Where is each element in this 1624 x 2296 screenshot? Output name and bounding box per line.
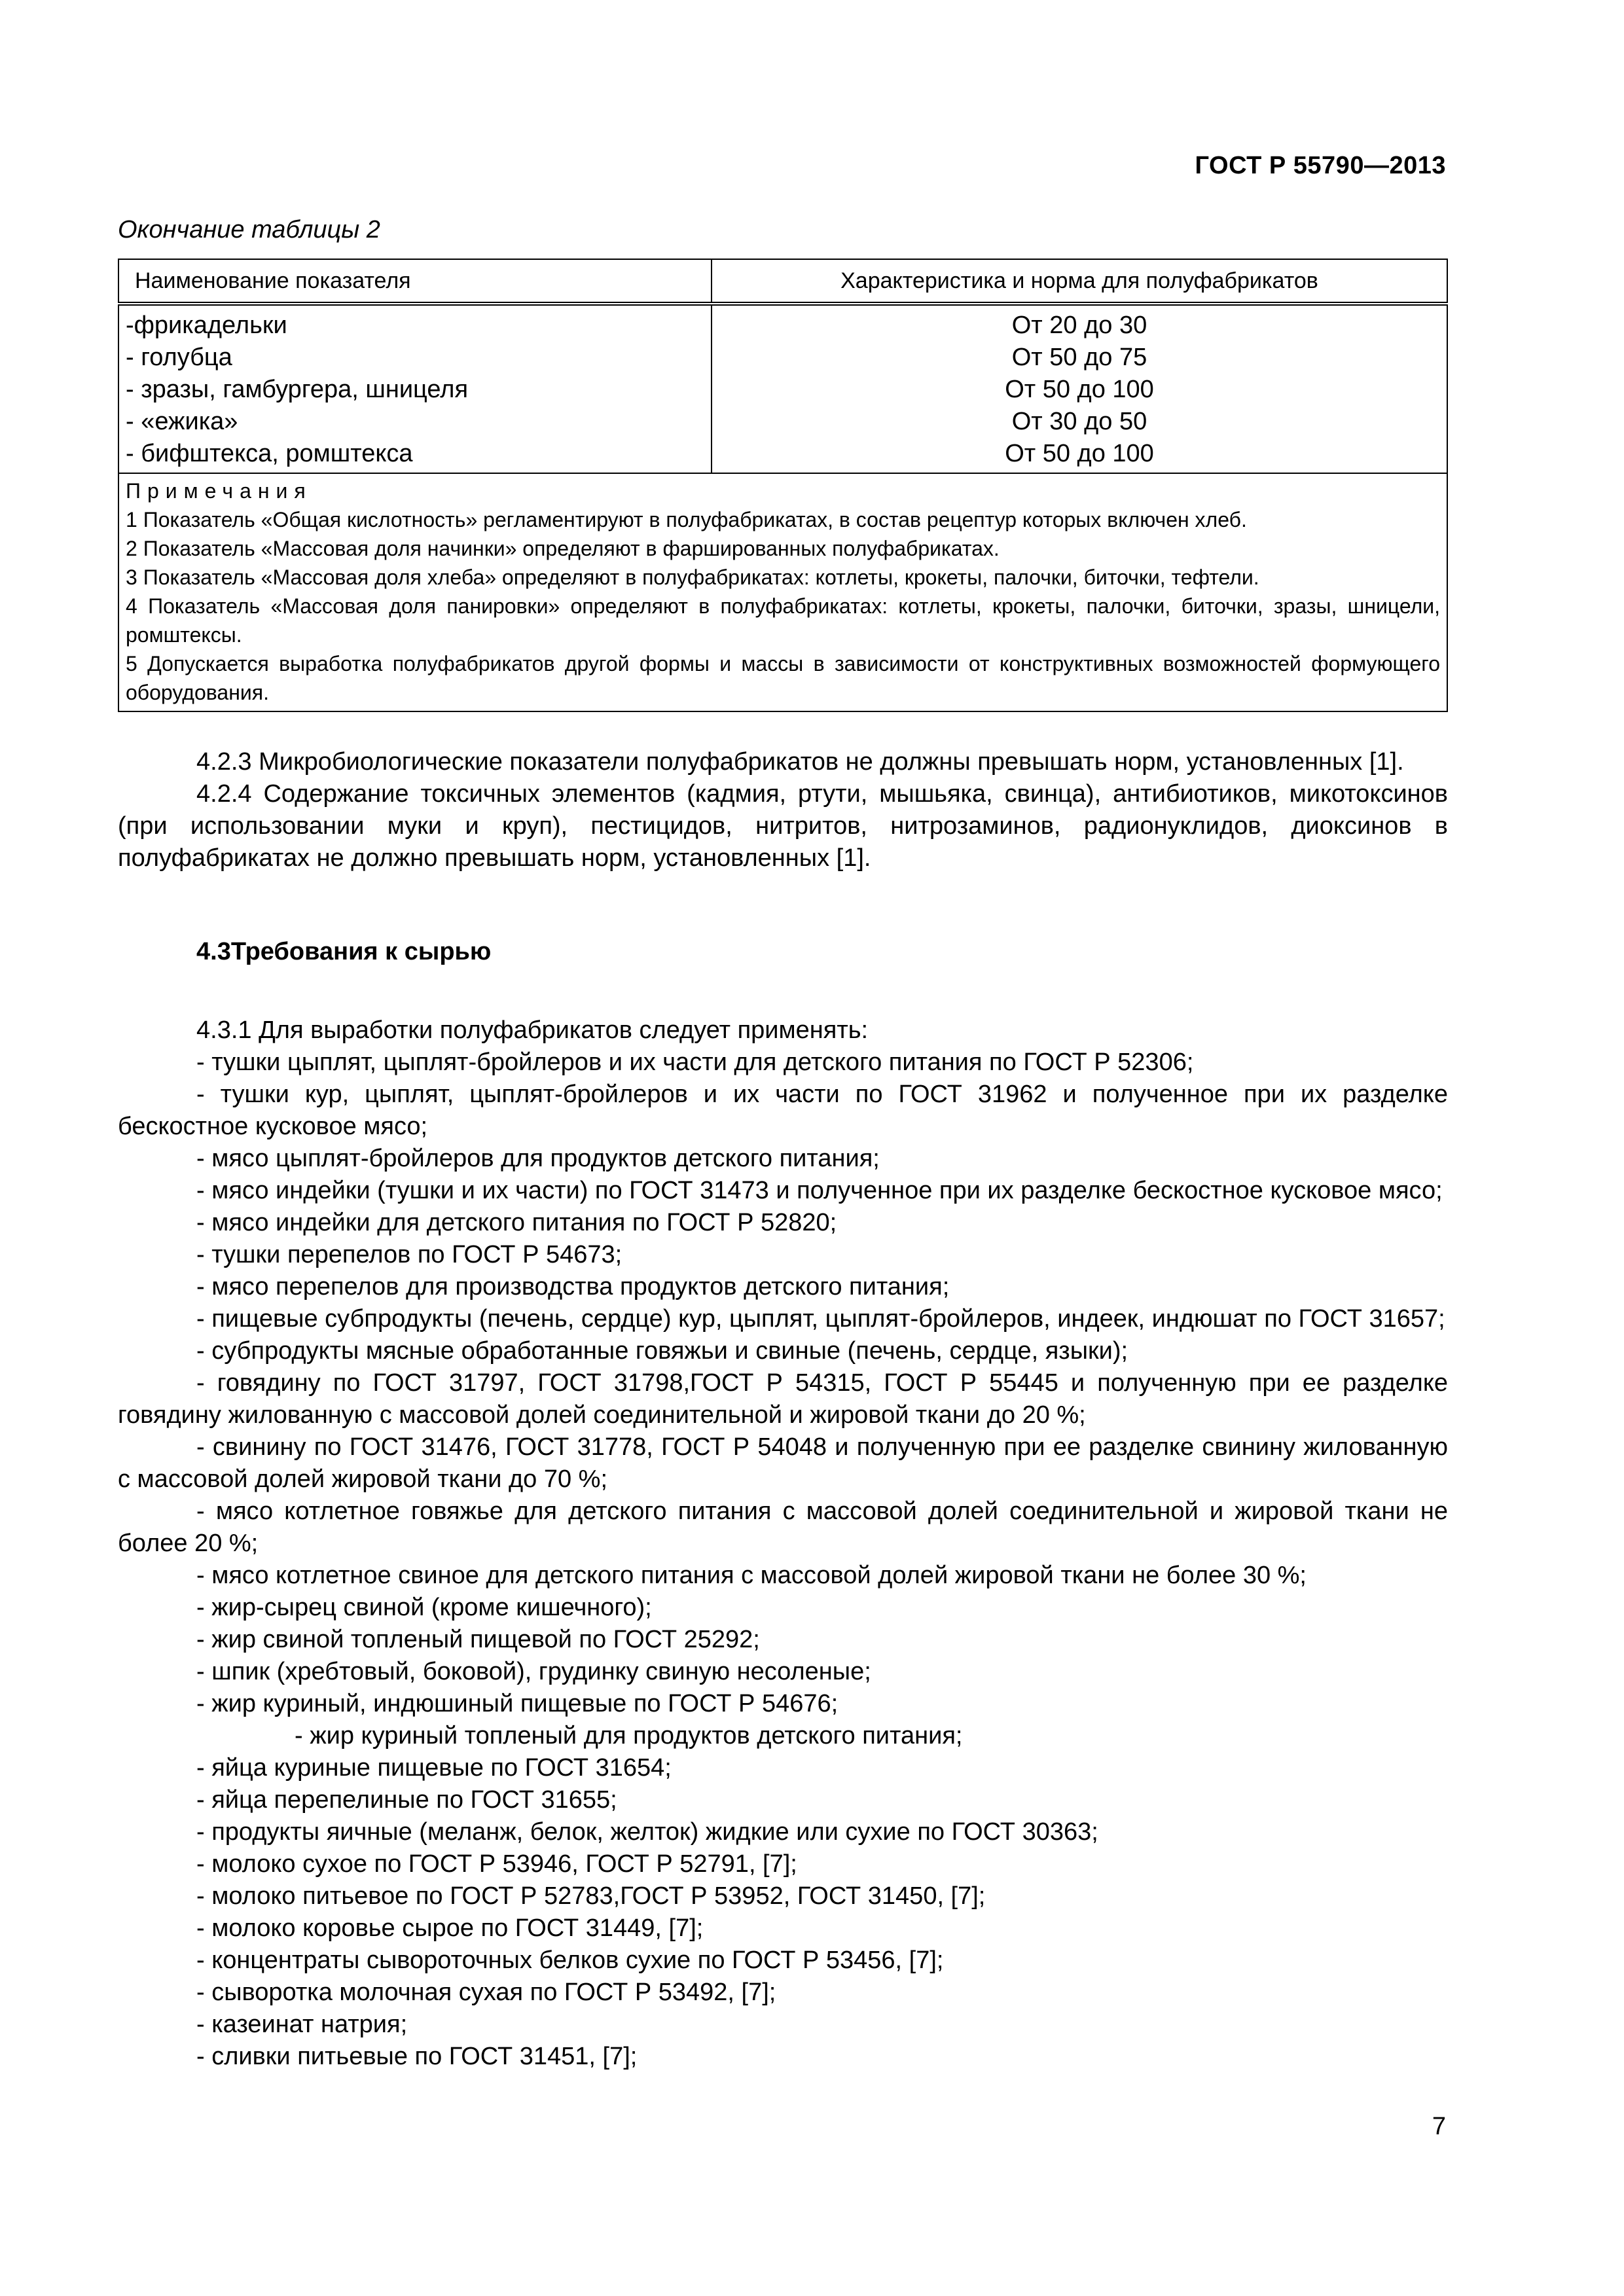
section-4-3	[118, 936, 1448, 968]
spec-table	[118, 259, 1448, 712]
section-4-2-paragraphs	[118, 746, 1448, 874]
note-item: 4 Показатель «Массовая доля панировки» определяют в полуфабрикатах: котлеты, крокеты, палочки, биточки, зразы, шницели, ромштексы.	[126, 594, 1440, 647]
list-item: - жир куриный топленый для продуктов детского питания;	[295, 1722, 963, 1749]
paragraph-4-2-3: 4.2.3 Микробиологические показатели полуфабрикатов не должны превышать норм, установленных [1].	[196, 748, 1404, 776]
raw-materials-list	[118, 1014, 1448, 2073]
column-header-norm: Характеристика и норма для полуфабрикатов	[712, 259, 1447, 304]
list-item: - свинину по ГОСТ 31476, ГОСТ 31778, ГОСТ Р 54048 и полученную при ее разделке свинину жилованную с массовой долей жировой ткани до 70 %;	[118, 1433, 1448, 1493]
paragraph-4-2-4: 4.2.4 Содержание токсичных элементов (кадмия, ртути, мышьяка, свинца), антибиотиков, микотоксинов (при использовании муки и круп), пестицидов, нитритов, нитрозаминов, радионуклидов, диоксинов в полуфабрикатах не должно превышать норм, установленных [1].	[118, 780, 1448, 872]
list-item: От 50 до 100	[1005, 376, 1154, 403]
note-item: 5 Допускается выработка полуфабрикатов другой формы и массы в зависимости от конструктивных возможностей формующего оборудования.	[126, 652, 1440, 704]
list-item: - говядину по ГОСТ 31797, ГОСТ 31798,ГОСТ Р 54315, ГОСТ Р 55445 и полученную при ее разделке говядину жилованную с массовой долей соединительной и жировой ткани до 20 %;	[118, 1369, 1448, 1429]
list-item: - молоко коровье сырое по ГОСТ 31449, [7];	[196, 1914, 704, 1942]
list-item: - сливки питьевые по ГОСТ 31451, [7];	[196, 2043, 638, 2070]
table-notes-row	[118, 473, 1447, 711]
list-item: - субпродукты мясные обработанные говяжьи и свиные (печень, сердце, языки);	[196, 1337, 1128, 1365]
list-item: - жир-сырец свиной (кроме кишечного);	[196, 1594, 652, 1621]
norm-list	[712, 304, 1447, 473]
list-item: - тушки перепелов по ГОСТ Р 54673;	[196, 1241, 623, 1268]
table-caption: Окончание таблицы 2	[118, 216, 380, 243]
list-item: - мясо котлетное свиное для детского питания с массовой долей жировой ткани не более 30 %;	[196, 1562, 1307, 1589]
list-item: - голубца	[126, 344, 232, 371]
list-item: - мясо индейки для детского питания по ГОСТ Р 52820;	[196, 1209, 837, 1236]
list-item: - тушки цыплят, цыплят-бройлеров и их части для детского питания по ГОСТ Р 52306;	[196, 1049, 1194, 1076]
list-item: От 50 до 75	[1011, 344, 1147, 371]
list-item: - жир свиной топленый пищевой по ГОСТ 25292;	[196, 1626, 760, 1653]
document-code: ГОСТ Р 55790—2013	[1195, 152, 1446, 179]
list-item: - сыворотка молочная сухая по ГОСТ Р 53492, [7];	[196, 1979, 776, 2006]
list-item: - концентраты сывороточных белков сухие по ГОСТ Р 53456, [7];	[196, 1946, 944, 1974]
list-item: - мясо цыплят-бройлеров для продуктов детского питания;	[196, 1145, 880, 1172]
column-header-indicator: Наименование показателя	[118, 259, 712, 304]
list-item: - мясо котлетное говяжье для детского питания с массовой долей соединительной и жировой ткани не более 20 %;	[118, 1498, 1448, 1557]
list-item: - казеинат натрия;	[196, 2011, 408, 2038]
list-item: - молоко питьевое по ГОСТ Р 52783,ГОСТ Р 53952, ГОСТ 31450, [7];	[196, 1882, 986, 1910]
list-item: - мясо индейки (тушки и их части) по ГОСТ 31473 и полученное при их разделке бескостное кусковое мясо;	[196, 1177, 1443, 1204]
list-item: - мясо перепелов для производства продуктов детского питания;	[196, 1273, 950, 1300]
list-item: - «ежика»	[126, 408, 238, 435]
paragraph-4-3-1: 4.3.1 Для выработки полуфабрикатов следует применять:	[196, 1016, 869, 1044]
list-item: - жир куриный, индюшиный пищевые по ГОСТ Р 54676;	[196, 1690, 839, 1717]
list-item: От 30 до 50	[1011, 408, 1147, 435]
list-item: - яйца перепелиные по ГОСТ 31655;	[196, 1786, 617, 1814]
list-item: - молоко сухое по ГОСТ Р 53946, ГОСТ Р 52791, [7];	[196, 1850, 797, 1878]
list-item: - бифштекса, ромштекса	[126, 440, 413, 467]
note-item: 3 Показатель «Массовая доля хлеба» определяют в полуфабрикатах: котлеты, крокеты, палочки, биточки, тефтели.	[126, 565, 1259, 589]
list-item: От 20 до 30	[1011, 312, 1147, 339]
indicator-list	[118, 304, 712, 473]
note-item: 2 Показатель «Массовая доля начинки» определяют в фаршированных полуфабрикатах.	[126, 537, 1000, 560]
section-heading: 4.3Требования к сырью	[196, 938, 492, 965]
note-item: 1 Показатель «Общая кислотность» регламентируют в полуфабрикатах, в состав рецептур которых включен хлеб.	[126, 508, 1247, 531]
list-item: - шпик (хребтовый, боковой), грудинку свиную несоленые;	[196, 1658, 871, 1685]
table-data-row	[118, 304, 1447, 473]
notes-title: Примечания	[126, 479, 312, 503]
table-header-row	[118, 259, 1447, 304]
list-item: - продукты яичные (меланж, белок, желток) жидкие или сухие по ГОСТ 30363;	[196, 1818, 1098, 1846]
list-item: - зразы, гамбургера, шницеля	[126, 376, 469, 403]
list-item: - тушки кур, цыплят, цыплят-бройлеров и их части по ГОСТ 31962 и полученное при их разделке бескостное кусковое мясо;	[118, 1081, 1448, 1140]
list-item: -фрикадельки	[126, 312, 287, 339]
list-item: - пищевые субпродукты (печень, сердце) кур, цыплят, цыплят-бройлеров, индеек, индюшат по ГОСТ 31657;	[196, 1305, 1445, 1333]
list-item: - яйца куриные пищевые по ГОСТ 31654;	[196, 1754, 672, 1782]
list-item: От 50 до 100	[1005, 440, 1154, 467]
table-notes	[118, 473, 1447, 711]
page-number: 7	[1432, 2113, 1446, 2140]
